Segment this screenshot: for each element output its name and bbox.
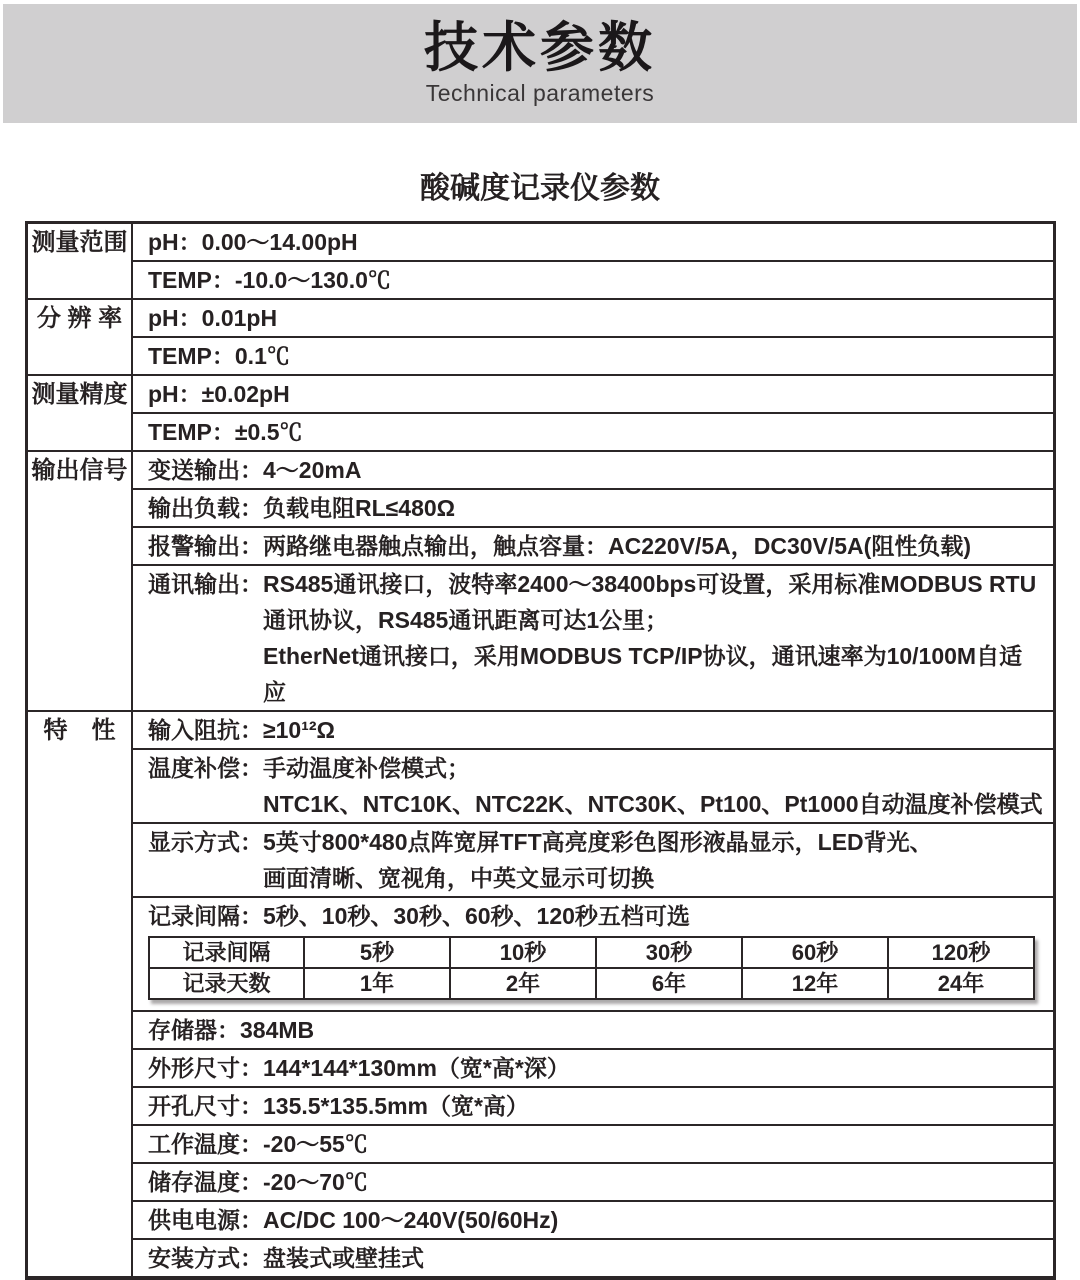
value-row [133, 224, 1053, 260]
record-cell: 120秒 [888, 937, 1034, 968]
record-cell: 24年 [888, 968, 1034, 999]
value-line: 画面清晰、宽视角，中英文显示可切换 [263, 865, 654, 891]
value-row [133, 1238, 1053, 1276]
section-rows [133, 452, 1053, 710]
spec-table [25, 221, 1056, 1280]
section-rows [133, 224, 1053, 298]
record-table-row [149, 937, 1034, 968]
value-line: 5英寸800*480点阵宽屏TFT高亮度彩色图形液晶显示，LED背光、 [263, 829, 933, 855]
value-text: 工作温度：-20～55℃ [148, 1131, 368, 1157]
record-row-header: 记录间隔 [149, 937, 304, 968]
spec-section [28, 450, 1053, 710]
record-cell: 30秒 [596, 937, 742, 968]
value-text: TEMP：-10.0～130.0℃ [148, 267, 391, 293]
value-text: 变送输出：4～20mA [148, 457, 362, 483]
banner-title: 技术参数 [424, 18, 656, 79]
value-row-label: 温度补偿： [148, 755, 263, 781]
record-interval-table [148, 936, 1035, 1000]
value-row-lines [263, 750, 1045, 822]
section-label: 测量范围 [28, 224, 133, 298]
value-text: 外形尺寸：144*144*130mm（宽*高*深） [148, 1055, 570, 1081]
page-title: 酸碱度记录仪参数 [420, 172, 660, 205]
value-row [133, 896, 1053, 1010]
value-row [133, 526, 1053, 564]
value-text: 存储器：384MB [148, 1017, 315, 1043]
value-line: NTC1K、NTC10K、NTC22K、NTC30K、Pt100、Pt1000自动温度补偿模式 [263, 791, 1043, 817]
spec-section [28, 298, 1053, 374]
value-row [133, 376, 1053, 412]
record-cell: 60秒 [742, 937, 888, 968]
section-label: 特 性 [28, 712, 133, 1276]
spec-section [28, 710, 1053, 1276]
value-row [133, 564, 1053, 710]
value-text: 开孔尺寸：135.5*135.5mm（宽*高） [148, 1093, 529, 1119]
value-text: pH：±0.02pH [148, 381, 290, 407]
value-row-lines [263, 566, 1045, 710]
value-text: 供电电源：AC/DC 100～240V(50/60Hz) [148, 1207, 559, 1233]
record-cell: 1年 [304, 968, 450, 999]
value-row [133, 452, 1053, 488]
value-text: 输出负载：负载电阻RL≤480Ω [148, 495, 456, 521]
value-row-label: 通讯输出： [148, 571, 263, 597]
section-label: 输出信号 [28, 452, 133, 710]
record-cell: 2年 [450, 968, 596, 999]
value-text: 记录间隔：5秒、10秒、30秒、60秒、120秒五档可选 [148, 903, 690, 929]
value-row [133, 1048, 1053, 1086]
value-text: 报警输出：两路继电器触点输出，触点容量：AC220V/5A，DC30V/5A(阻性负载) [148, 533, 971, 559]
section-rows [133, 300, 1053, 374]
value-text: pH：0.00～14.00pH [148, 229, 358, 255]
value-row [133, 822, 1053, 896]
value-row [133, 412, 1053, 450]
record-table-row [149, 968, 1034, 999]
value-text: 储存温度：-20～70℃ [148, 1169, 368, 1195]
section-rows [133, 712, 1053, 1276]
value-row [133, 1086, 1053, 1124]
spec-section [28, 374, 1053, 450]
value-row [133, 748, 1053, 822]
record-cell: 5秒 [304, 937, 450, 968]
value-text: TEMP：±0.5℃ [148, 419, 303, 445]
value-row [133, 260, 1053, 298]
value-row [133, 488, 1053, 526]
record-cell: 10秒 [450, 937, 596, 968]
value-line: EtherNet通讯接口，采用MODBUS TCP/IP协议，通讯速率为10/100M自适应 [263, 643, 1023, 705]
section-label: 分 辨 率 [28, 300, 133, 374]
header-banner [3, 4, 1077, 123]
value-row [133, 1162, 1053, 1200]
banner-subtitle: Technical parameters [425, 79, 655, 106]
value-line: 通讯协议，RS485通讯距离可达1公里； [263, 607, 669, 633]
value-text: 安装方式：盘装式或壁挂式 [148, 1245, 424, 1271]
spec-section [28, 224, 1053, 298]
record-row-header: 记录天数 [149, 968, 304, 999]
value-row [133, 1124, 1053, 1162]
value-line: RS485通讯接口，波特率2400～38400bps可设置，采用标准MODBUS RTU [263, 571, 1037, 597]
value-row [133, 1010, 1053, 1048]
value-row [133, 1200, 1053, 1238]
value-row [133, 300, 1053, 336]
value-line: 手动温度补偿模式； [263, 755, 470, 781]
value-row [133, 712, 1053, 748]
value-text: TEMP：0.1℃ [148, 343, 290, 369]
section-label: 测量精度 [28, 376, 133, 450]
value-text: pH：0.01pH [148, 305, 278, 331]
value-row-lines [263, 824, 1045, 896]
record-cell: 12年 [742, 968, 888, 999]
value-row-label: 显示方式： [148, 829, 263, 855]
section-rows [133, 376, 1053, 450]
value-text: 输入阻抗：≥10¹²Ω [148, 717, 335, 743]
record-cell: 6年 [596, 968, 742, 999]
value-row [133, 336, 1053, 374]
